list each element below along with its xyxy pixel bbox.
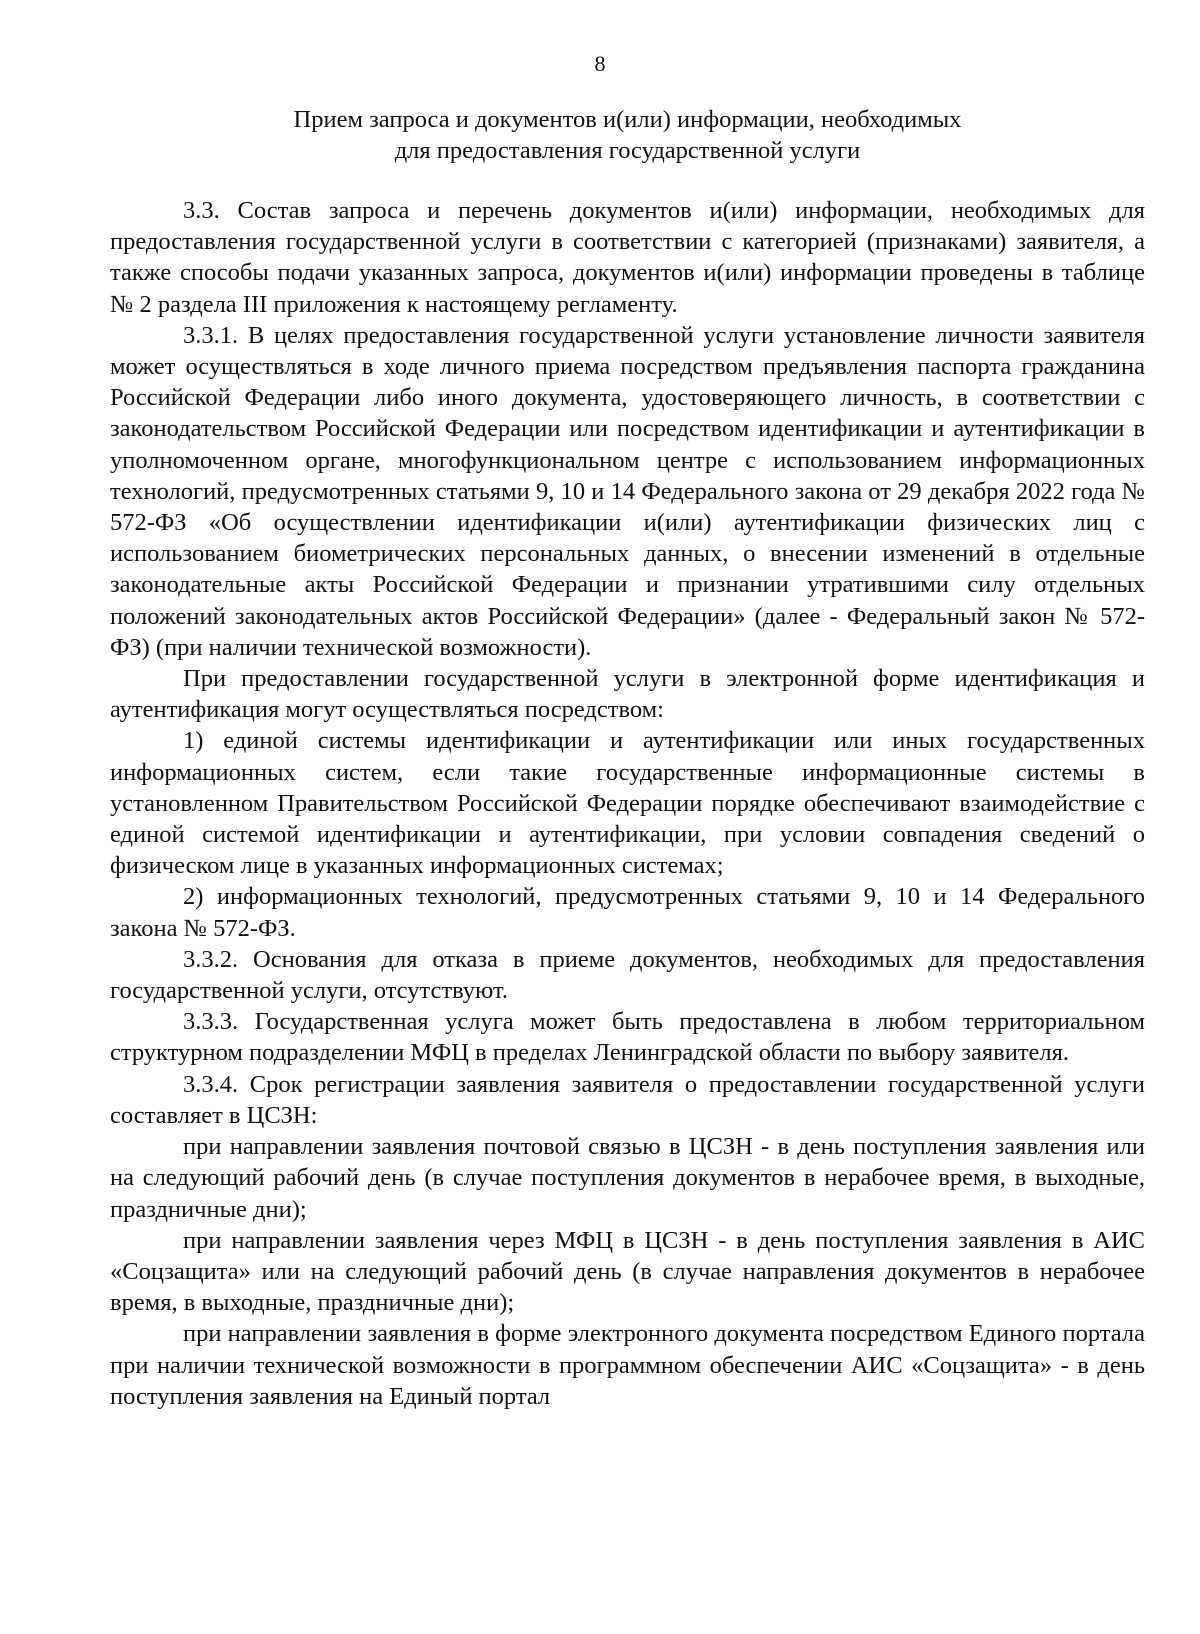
section-heading bbox=[110, 104, 1145, 166]
page-number: 8 bbox=[594, 51, 606, 76]
list-item-1: 1) единой системы идентификации и аутентификации или иных государственных информационных систем, если такие государственные информационные системы в установленном Правительством Российской Федерации порядке обеспечивают взаимодействие с единой системой идентификации и аутентификации, при условии совпадения сведений о физическом лице в указанных информационных системах; bbox=[110, 727, 1145, 880]
document-body bbox=[110, 195, 1145, 1412]
paragraph-3-3: 3.3. Состав запроса и перечень документов и(или) информации, необходимых для предоставления государственной услуги в соответствии с категорией (признаками) заявителя, а также способы подачи указанных запроса, документов и(или) информации проведены в таблице № 2 раздела III приложения к настоящему регламенту. bbox=[110, 197, 1145, 318]
list-item-2: 2) информационных технологий, предусмотренных статьями 9, 10 и 14 Федерального закона № 572-ФЗ. bbox=[110, 883, 1145, 942]
paragraph-electronic-identification: При предоставлении государственной услуги в электронной форме идентификация и аутентификация могут осуществляться посредством: bbox=[110, 665, 1145, 724]
paragraph-3-3-1: 3.3.1. В целях предоставления государственной услуги установление личности заявителя может осуществляться в ходе личного приема посредством предъявления паспорта гражданина Российской Федерации либо иного документа, удостоверяющего личность, в соответствии с законодательством Российской Федерации или посредством идентификации и аутентификации в уполномоченном органе, многофункциональном центре с использованием информационных технологий, предусмотренных статьями 9, 10 и 14 Федерального закона от 29 декабря 2022 года № 572-ФЗ «Об осуществлении идентификации и(или) аутентификации физических лиц с использованием биометрических персональных данных, о внесении изменений в отдельные законодательные акты Российской Федерации и признании утратившими силу отдельных положений законодательных актов Российской Федерации» (далее - Федеральный закон № 572-ФЗ) (при наличии технической возможности). bbox=[110, 321, 1145, 661]
section-heading-line-1: Прием запроса и документов и(или) информации, необходимых bbox=[293, 106, 962, 133]
paragraph-3-3-4: 3.3.4. Срок регистрации заявления заявителя о предоставлении государственной услуги составляет в ЦСЗН: bbox=[110, 1070, 1145, 1129]
section-heading-line-2: для предоставления государственной услуги bbox=[394, 137, 861, 164]
paragraph-postal: при направлении заявления почтовой связью в ЦСЗН - в день поступления заявления или на следующий рабочий день (в случае поступления документов в нерабочее время, в выходные, праздничные дни); bbox=[110, 1133, 1145, 1223]
paragraph-3-3-3: 3.3.3. Государственная услуга может быть предоставлена в любом территориальном структурном подразделении МФЦ в пределах Ленинградской области по выбору заявителя. bbox=[110, 1008, 1145, 1067]
paragraph-mfc: при направлении заявления через МФЦ в ЦСЗН - в день поступления заявления в АИС «Соцзащита» или на следующий рабочий день (в случае направления документов в нерабочее время, в выходные, праздничные дни); bbox=[110, 1226, 1145, 1317]
paragraph-3-3-2: 3.3.2. Основания для отказа в приеме документов, необходимых для предоставления государственной услуги, отсутствуют. bbox=[110, 945, 1145, 1005]
paragraph-electronic-portal: при направлении заявления в форме электронного документа посредством Единого портала при наличии технической возможности в программном обеспечении АИС «Соцзащита» - в день поступления заявления на Единый портал bbox=[110, 1320, 1145, 1410]
